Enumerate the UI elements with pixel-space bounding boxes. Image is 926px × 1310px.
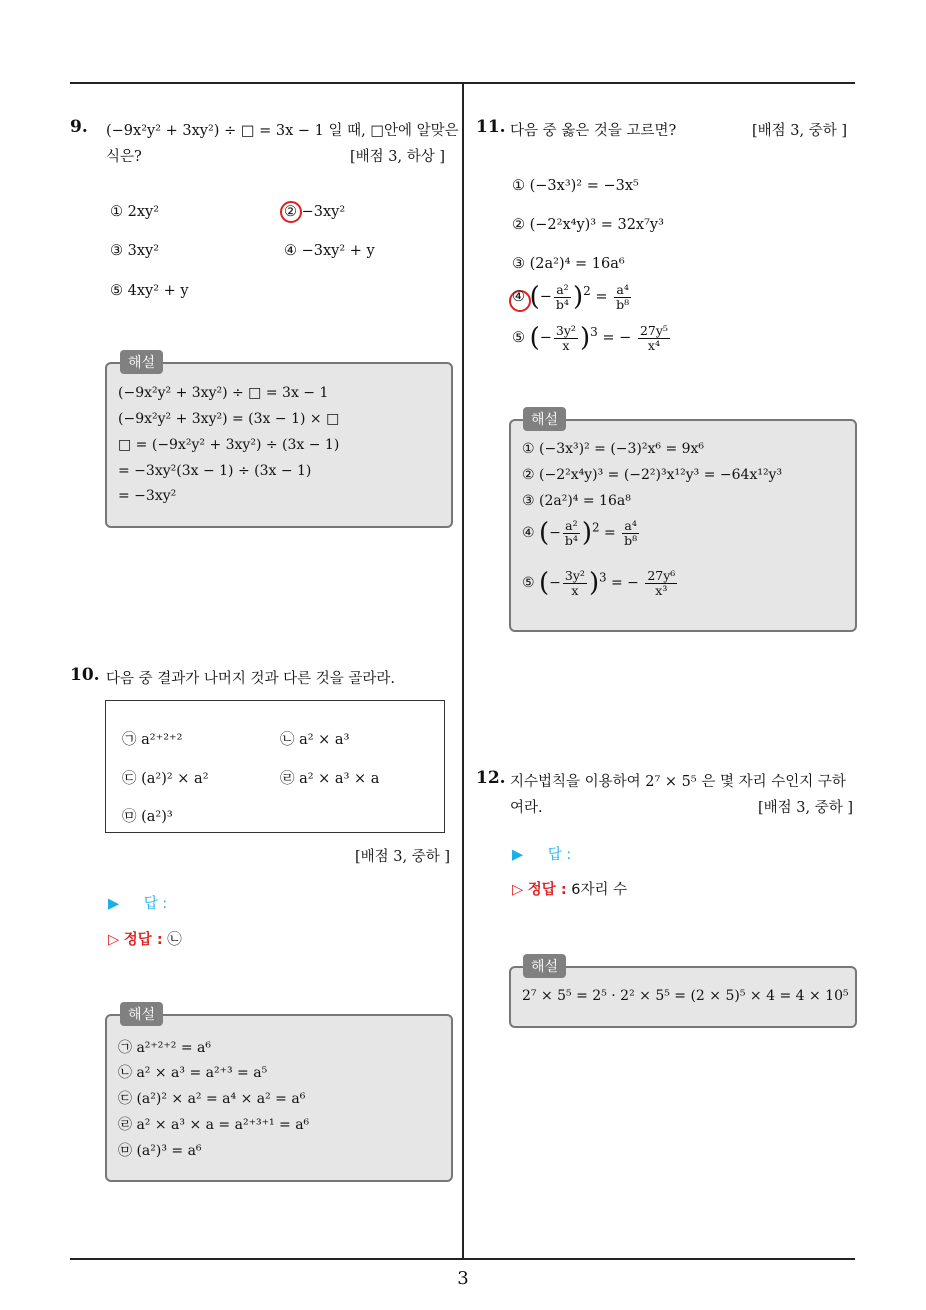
question-12-number: 12. <box>476 768 506 788</box>
q10-item-c: ㉢ (a²)² × a² <box>122 771 209 787</box>
q10-solution-line: ㉡ a² × a³ = a²⁺³ = a⁵ <box>118 1065 268 1081</box>
outline-triangle-icon: ▷ <box>512 882 524 898</box>
question-9-score: [배점 3, 하상 ] <box>350 149 446 165</box>
question-9-number: 9. <box>70 117 88 137</box>
q10-item-b: ㉡ a² × a³ <box>280 732 350 748</box>
q9-solution-tag: 해설 <box>120 350 163 374</box>
q10-solution-line: ㉢ (a²)² × a² = a⁴ × a² = a⁶ <box>118 1091 306 1107</box>
q10-solution-line: ㉠ a²⁺²⁺² = a⁶ <box>118 1040 212 1056</box>
question-11-number: 11. <box>476 117 506 137</box>
question-11-score: [배점 3, 중하 ] <box>752 123 848 139</box>
q12-solution-line: 2⁷ × 5⁵ = 2⁵ · 2² × 5⁵ = (2 × 5)⁵ × 4 = 4 × 10⁵ <box>522 988 849 1004</box>
q9-solution-line: = −3xy² <box>118 488 177 504</box>
q9-solution-line: (−9x²y² + 3xy²) ÷ □ = 3x − 1 <box>118 385 329 401</box>
q12-correct-label: 정답 : <box>527 882 567 898</box>
q10-item-d: ㉣ a² × a³ × a <box>280 771 380 787</box>
q9-choice-5[interactable]: ⑤ 4xy² + y <box>110 283 189 299</box>
q9-choice-4[interactable]: ④ −3xy² + y <box>284 243 375 259</box>
q11-choice-2[interactable]: ② (−2²x⁴y)³ = 32x⁷y³ <box>512 217 664 233</box>
play-triangle-icon: ▶ <box>108 896 120 912</box>
question-10-score: [배점 3, 중하 ] <box>355 849 451 865</box>
question-12-text-line2: 여라. <box>510 800 543 816</box>
q10-correct-row <box>108 928 182 949</box>
question-11-text: 다음 중 옳은 것을 고르면? <box>510 123 677 139</box>
q11-choice-3[interactable]: ③ (2a²)⁴ = 16a⁶ <box>512 256 625 272</box>
play-triangle-icon: ▶ <box>512 847 524 863</box>
page-number: 3 <box>457 1268 469 1289</box>
question-10-number: 10. <box>70 665 100 685</box>
q11-choice-1[interactable]: ① (−3x³)² = −3x⁵ <box>512 178 639 194</box>
q12-solution-tag: 해설 <box>523 954 566 978</box>
question-9-text-line2: 식은? <box>106 149 142 165</box>
question-10-text: 다음 중 결과가 나머지 것과 다른 것을 골라라. <box>106 671 395 687</box>
q11-solution-tag: 해설 <box>523 407 566 431</box>
q10-solution-line: ㉤ (a²)³ = a⁶ <box>118 1143 202 1159</box>
q10-solution-tag: 해설 <box>120 1002 163 1026</box>
q10-item-a: ㉠ a²⁺²⁺² <box>122 732 183 748</box>
q12-correct-value: 6자리 수 <box>571 882 628 898</box>
outline-triangle-icon: ▷ <box>108 932 120 948</box>
q9-solution-line: □ = (−9x²y² + 3xy²) ÷ (3x − 1) <box>118 437 340 453</box>
q10-correct-label: 정답 : <box>123 932 163 948</box>
q12-answer-label: 답 : <box>547 847 572 863</box>
q9-choice-2[interactable]: ② −3xy² <box>284 204 346 220</box>
q9-choice-3[interactable]: ③ 3xy² <box>110 243 160 259</box>
q12-answer-row <box>512 843 571 864</box>
question-12-text-line1: 지수법칙을 이용하여 2⁷ × 5⁵ 은 몇 자리 수인지 구하 <box>510 774 846 790</box>
question-12-score: [배점 3, 중하 ] <box>758 800 854 816</box>
q11-solution-line: ① (−3x³)² = (−3)²x⁶ = 9x⁶ <box>522 441 705 457</box>
question-9-text-line1: (−9x²y² + 3xy²) ÷ □ = 3x − 1 일 때, □안에 알맞은 <box>106 123 459 139</box>
q12-correct-row <box>512 878 627 899</box>
q11-solution-5: ⑤ (− $\frac{\text{3y²}}{x}$ )$^3$ = − $\frac{\text{27y⁶}}{\text{x³}}$ <box>522 567 676 598</box>
q9-solution-line: = −3xy²(3x − 1) ÷ (3x − 1) <box>118 463 312 479</box>
q11-solution-line: ③ (2a²)⁴ = 16a⁸ <box>522 493 631 509</box>
q11-solution-line: ② (−2²x⁴y)³ = (−2²)³x¹²y³ = −64x¹²y³ <box>522 467 783 483</box>
column-divider <box>462 84 464 1259</box>
q10-answer-row <box>108 892 167 913</box>
q9-solution-line: (−9x²y² + 3xy²) = (3x − 1) × □ <box>118 411 340 427</box>
q10-correct-value: ㉡ <box>167 932 182 948</box>
q10-solution-line: ㉣ a² × a³ × a = a²⁺³⁺¹ = a⁶ <box>118 1117 310 1133</box>
q11-choice-4[interactable]: ④ (− $\frac{\text{a²}}{\text{b⁴}}$ )$^2$ = $\frac{\text{a⁴}}{\text{b⁸}}$ <box>512 281 630 312</box>
q10-answer-label: 답 : <box>143 896 168 912</box>
q11-solution-4: ④ (− $\frac{\text{a²}}{\text{b⁴}}$ )$^2$ = $\frac{\text{a⁴}}{\text{b⁸}}$ <box>522 517 638 548</box>
q9-choice-1[interactable]: ① 2xy² <box>110 204 160 220</box>
q10-item-e: ㉤ (a²)³ <box>122 809 173 825</box>
q11-choice-5[interactable]: ⑤ (− $\frac{\text{3y²}}{x}$ )$^3$ = − $\frac{\text{27y⁵}}{\text{x⁴}}$ <box>512 322 668 353</box>
